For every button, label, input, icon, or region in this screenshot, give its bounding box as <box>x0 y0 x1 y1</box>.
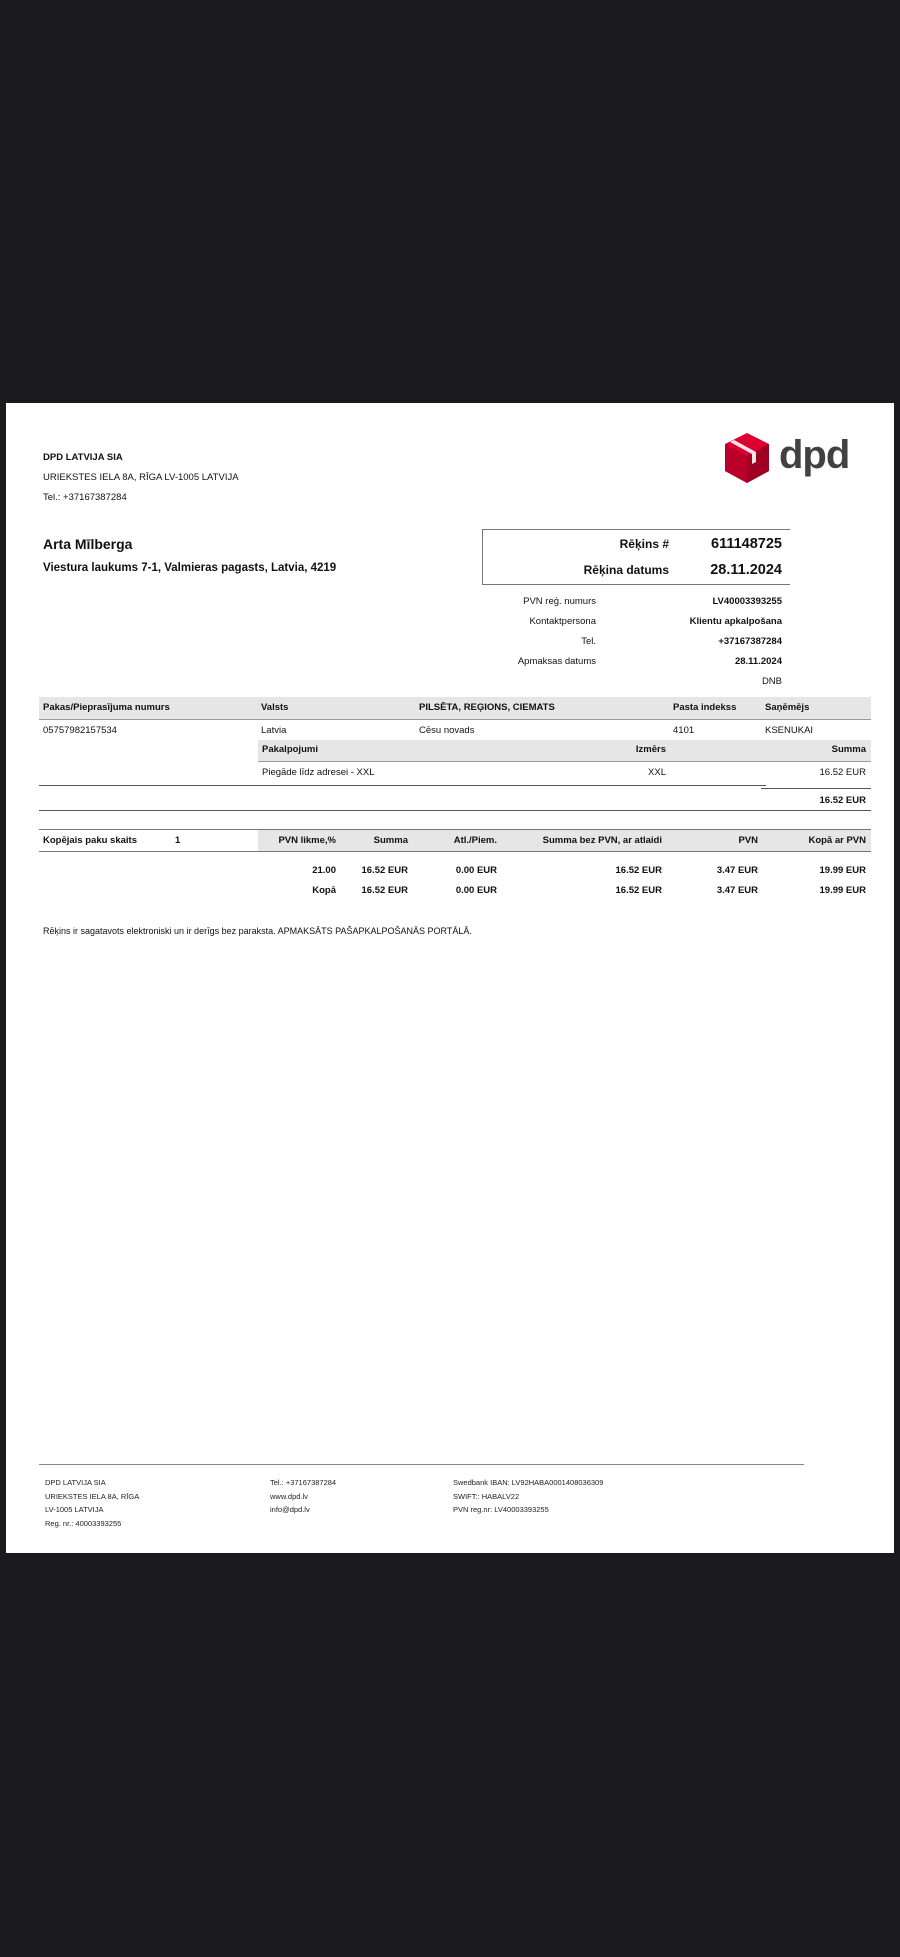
parcel-postcode: 4101 <box>673 725 695 736</box>
footer-website-link[interactable]: www.dpd.lv <box>270 1491 308 1501</box>
detail-label: Tel. <box>581 636 596 647</box>
vat-sum-discount: 0.00 EUR <box>455 885 497 896</box>
parcel-header-postcode: Pasta indekss <box>673 702 737 713</box>
service-name: Piegāde līdz adresei - XXL <box>262 767 375 778</box>
company-name: DPD LATVIJA SIA <box>43 452 123 463</box>
parcel-count-label: Kopējais paku skaits <box>43 835 137 846</box>
vat-header-net: Summa bez PVN, ar atlaidi <box>542 835 662 846</box>
vat-header-amount: Summa <box>373 835 408 846</box>
vat-header-vat: PVN <box>738 835 758 846</box>
footer-line: Reg. nr.: 40003393255 <box>45 1519 122 1529</box>
footer-email-link[interactable]: info@dpd.lv <box>270 1505 310 1515</box>
footer-line: Tel.: +37167387284 <box>270 1478 337 1487</box>
service-amount: 16.52 EUR <box>819 767 866 778</box>
divider <box>761 788 871 789</box>
vat-discount: 0.00 EUR <box>455 865 497 876</box>
footer-line: PVN reg.nr: LV40003393255 <box>453 1505 549 1515</box>
detail-value: Klientu apkalpošana <box>689 616 782 627</box>
customer-address: Viestura laukums 7-1, Valmieras pagasts, Latvia, 4219 <box>43 562 337 574</box>
detail-value: LV40003393255 <box>712 596 782 607</box>
detail-label: PVN reģ. numurs <box>523 596 596 607</box>
dpd-logo-text: dpd <box>779 433 850 477</box>
service-size: XXL <box>648 767 666 778</box>
footer-line: Swedbank IBAN: LV92HABA0001408036309 <box>453 1478 604 1487</box>
services-header-service: Pakalpojumi <box>262 744 318 755</box>
divider <box>258 761 871 762</box>
services-total: 16.52 EUR <box>819 795 866 806</box>
services-header-size: Izmērs <box>635 744 666 755</box>
footer-line: SWIFT:: HABALV22 <box>453 1491 520 1501</box>
parcel-recipient: KSENUKAI <box>765 725 814 736</box>
vat-sum-label: Kopā <box>312 885 336 896</box>
vat-rate: 21.00 <box>312 865 336 876</box>
parcel-country: Latvia <box>261 725 287 736</box>
parcel-header-country: Valsts <box>261 702 289 713</box>
detail-label: Apmaksas datums <box>517 656 596 667</box>
vat-header-rate: PVN likme,% <box>278 835 336 846</box>
invoice-page <box>6 403 894 1553</box>
parcel-city: Cēsu novads <box>419 725 475 736</box>
services-header-amount: Summa <box>831 744 866 755</box>
footer-line: DPD LATVIJA SIA <box>45 1478 106 1487</box>
invoice-note: Rēķins ir sagatavots elektroniski un ir derīgs bez paraksta. APMAKSĀTS PAŠAPKALPOŠANĀS PORTĀLĀ. <box>43 926 472 936</box>
vat-net: 16.52 EUR <box>615 865 662 876</box>
dpd-cube-icon <box>722 431 772 485</box>
detail-value: 28.11.2024 <box>734 656 782 667</box>
divider <box>39 785 766 786</box>
detail-label: Kontaktpersona <box>529 616 596 627</box>
customer-name: Arta Mīlberga <box>43 536 133 552</box>
vat-total: 19.99 EUR <box>819 865 866 876</box>
vat-sum-amount: 16.52 EUR <box>361 885 408 896</box>
parcel-header-number: Pakas/Pieprasījuma numurs <box>43 702 170 713</box>
footer-line: LV-1005 LATVIJA <box>45 1505 104 1515</box>
vat-header-discount: Atl./Piem. <box>453 835 497 846</box>
footer-bank <box>453 1476 603 1517</box>
vat-header-total: Kopā ar PVN <box>808 835 866 846</box>
footer-line: URIEKSTES IELA 8A, RĪGA <box>45 1491 140 1501</box>
divider <box>39 719 871 720</box>
invoice-date-label: Rēķina datums <box>583 563 669 577</box>
bank-code: DNB <box>761 676 782 687</box>
divider <box>39 810 871 811</box>
vat-sum-vat: 3.47 EUR <box>716 885 758 896</box>
detail-value: +37167387284 <box>718 636 782 647</box>
footer-company <box>45 1476 139 1531</box>
parcel-header-city: PILSĒTA, REĢIONS, CIEMATS <box>419 702 555 713</box>
invoice-date: 28.11.2024 <box>710 562 782 578</box>
footer-divider <box>39 1464 804 1465</box>
parcel-count-value: 1 <box>175 835 181 846</box>
parcel-number: 05757982157534 <box>43 725 117 736</box>
parcel-header-recipient: Saņēmējs <box>765 702 810 713</box>
company-tel: Tel.: +37167387284 <box>43 492 127 503</box>
vat-sum-net: 16.52 EUR <box>615 885 662 896</box>
invoice-number-label: Rēķins # <box>619 537 669 551</box>
vat-amount: 16.52 EUR <box>361 865 408 876</box>
footer-contacts <box>270 1476 336 1517</box>
vat-vat: 3.47 EUR <box>716 865 758 876</box>
company-address: URIEKSTES IELA 8A, RĪGA LV-1005 LATVIJA <box>43 472 239 483</box>
invoice-number: 611148725 <box>711 536 782 552</box>
divider <box>39 851 871 852</box>
dpd-logo <box>722 431 854 487</box>
vat-sum-total: 19.99 EUR <box>819 885 866 896</box>
